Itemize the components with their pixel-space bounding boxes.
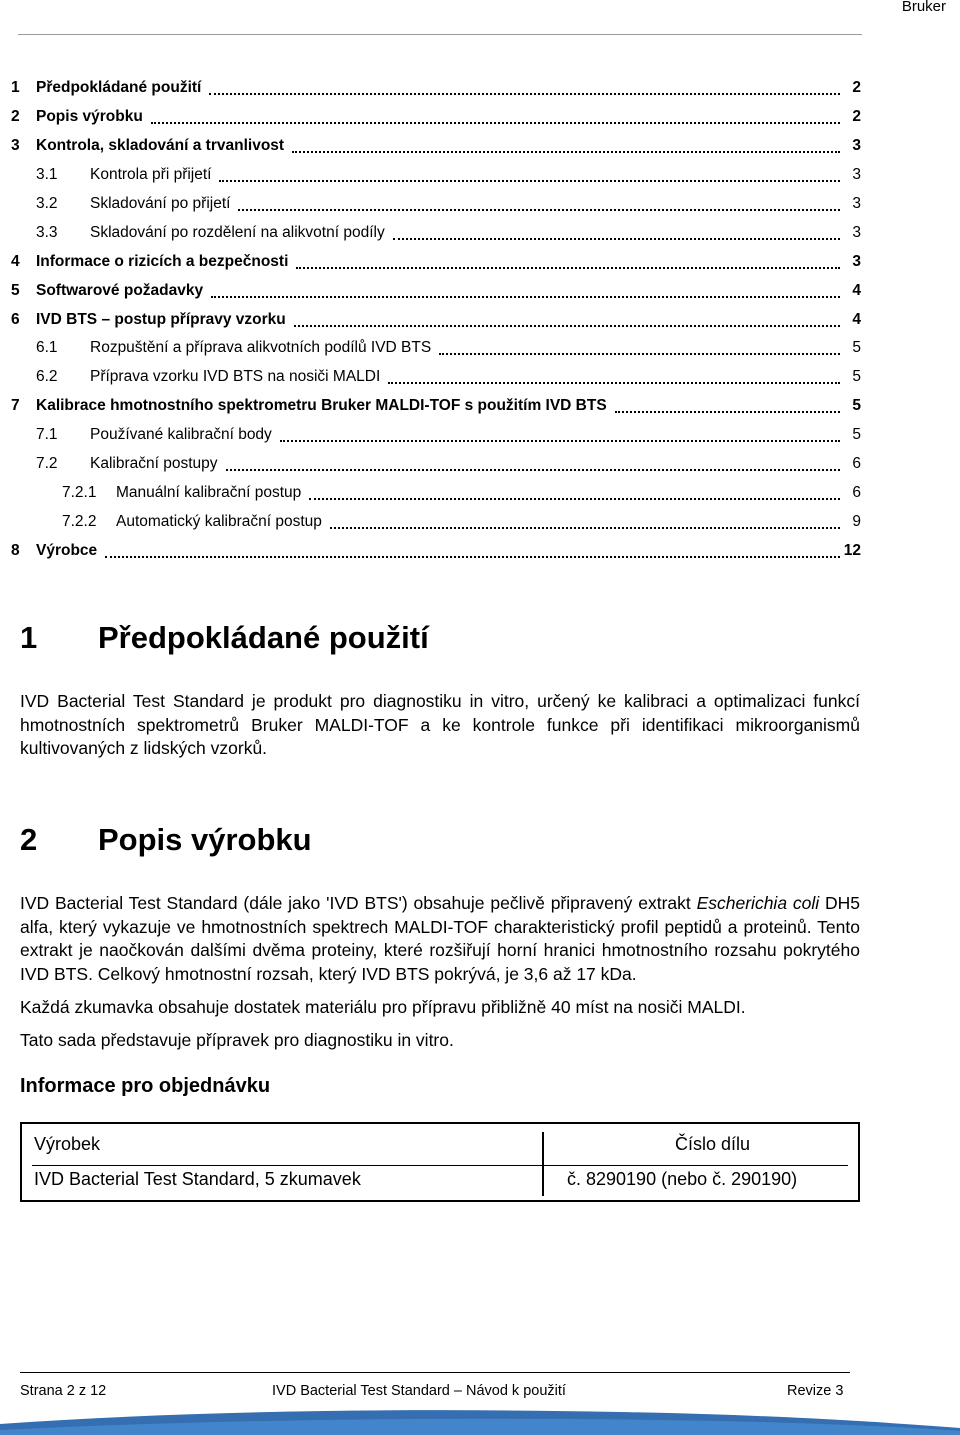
toc-entry-label: Skladování po přijetí [90, 195, 231, 212]
toc-entry-number: 7 [11, 397, 20, 415]
toc-entry-page: 3 [852, 223, 861, 241]
table-header-product: Výrobek [34, 1134, 101, 1154]
table-vertical-rule [542, 1132, 544, 1196]
para1-species: Escherichia coli [696, 893, 820, 913]
toc-entry-text [90, 339, 840, 357]
toc-entry[interactable] [0, 392, 960, 421]
toc-entry-page: 4 [852, 281, 861, 299]
toc-entry-page: 5 [852, 426, 861, 444]
toc-entry[interactable] [0, 536, 960, 565]
order-info-heading: Informace pro objednávku [20, 1075, 271, 1097]
toc-entry-number: 6 [11, 310, 20, 328]
toc-entry[interactable] [0, 218, 960, 247]
toc-entry-number: 3.3 [36, 223, 58, 241]
footer-wave-decoration [0, 1402, 960, 1435]
toc-entry-page: 6 [852, 455, 861, 473]
toc-entry-number: 6.2 [36, 368, 58, 386]
toc-entry[interactable] [0, 507, 960, 536]
toc-leader-dots [330, 517, 840, 529]
toc-entry-number: 8 [11, 541, 20, 559]
toc-entry-text [90, 426, 840, 444]
toc-entry-label: Kontrola při přijetí [90, 166, 212, 184]
toc-leader-dots [296, 257, 840, 269]
toc-entry-number: 3 [11, 137, 20, 155]
toc-entry-text [36, 137, 840, 155]
toc-entry[interactable] [0, 161, 960, 190]
toc-entry[interactable] [0, 478, 960, 507]
toc-leader-dots [615, 401, 840, 413]
toc-entry[interactable] [0, 132, 960, 161]
toc-entry-text [116, 513, 840, 531]
toc-entry-page: 5 [852, 397, 861, 415]
toc-entry-number: 7.2.2 [62, 512, 97, 530]
toc-entry-text [116, 484, 840, 502]
section-1-title: Předpokládané použití [98, 620, 429, 655]
toc-entry-label: IVD BTS – postup přípravy vzorku [36, 310, 286, 328]
toc-entry-text [90, 368, 840, 386]
toc-entry-label: Používané kalibrační body [90, 426, 272, 444]
toc-entry-label: Předpokládané použití [36, 79, 202, 97]
toc-entry-number: 7.2.1 [62, 483, 97, 501]
toc-entry-number: 3.2 [36, 195, 58, 212]
table-cell-product: IVD Bacterial Test Standard, 5 zkumavek [34, 1169, 361, 1189]
toc-entry[interactable] [0, 247, 960, 276]
toc-entry-page: 5 [852, 368, 861, 386]
toc-entry-text [36, 311, 840, 329]
section-2-paragraph-1 [20, 892, 860, 986]
toc-leader-dots [439, 343, 840, 355]
section-2-number: 2 [20, 822, 38, 857]
para1-part-b: DH5 alfa, který vykazuje ve hmotnostních spektrech MALDI-TOF charakteristický profil peptidů a proteinů. Tento extrakt je naočkován dalšími dvěma proteiny, které rozšiřují horní hranici hmotnostního rozsahu pokrytého IVD BTS. Celkový hmotnostní rozsah, který IVD BTS pokrývá, je 3,6 až 17 kDa. [20, 893, 861, 984]
toc-entry[interactable] [0, 421, 960, 450]
toc-entry-text [90, 195, 840, 213]
toc-entry-text [36, 108, 840, 126]
toc-entry-page: 3 [852, 137, 861, 155]
footer-title: IVD Bacterial Test Standard – Návod k použití [272, 1383, 566, 1399]
section-2-paragraph-2: Každá zkumavka obsahuje dostatek materiálu pro přípravu přibližně 40 míst na nosiči MALDI. [20, 997, 746, 1017]
toc-leader-dots [292, 141, 840, 153]
toc-entry-number: 1 [11, 79, 20, 97]
toc-entry-page: 9 [852, 512, 861, 530]
toc-entry-label: Rozpuštění a příprava alikvotních podílů IVD BTS [90, 339, 432, 357]
toc-entry-page: 4 [852, 310, 861, 328]
toc-entry-number: 2 [11, 108, 20, 126]
toc-entry[interactable] [0, 74, 960, 103]
toc-leader-dots [393, 228, 840, 240]
toc-entry[interactable] [0, 450, 960, 479]
toc-leader-dots [294, 315, 840, 327]
toc-entry-number: 6.1 [36, 339, 58, 357]
toc-entry-label: Výrobce [36, 541, 98, 559]
toc-entry-text [36, 542, 840, 560]
toc-entry-label: Automatický kalibrační postup [116, 512, 322, 530]
header-brand: Bruker [901, 0, 946, 15]
toc-entry-text [90, 455, 840, 473]
toc-leader-dots [238, 199, 840, 211]
toc-entry-label: Softwarové požadavky [36, 281, 204, 299]
toc-entry-number: 4 [11, 252, 20, 270]
toc-entry[interactable] [0, 190, 960, 219]
toc-leader-dots [209, 83, 840, 95]
toc-leader-dots [226, 459, 840, 471]
toc-leader-dots [105, 546, 840, 558]
toc-leader-dots [219, 170, 840, 182]
header-rule [18, 34, 862, 35]
toc-entry-label: Popis výrobku [36, 108, 143, 126]
toc-entry-text [36, 397, 840, 415]
toc-entry-page: 3 [852, 195, 861, 212]
section-2-title: Popis výrobku [98, 822, 312, 857]
toc-entry[interactable] [0, 305, 960, 334]
section-2-heading [20, 822, 312, 858]
toc-leader-dots [388, 372, 840, 384]
toc-entry-text [36, 282, 840, 300]
toc-entry-page: 5 [852, 339, 861, 357]
section-1-paragraph: IVD Bacterial Test Standard je produkt pro diagnostiku in vitro, určený ke kalibraci a optimalizaci funkcí hmotnostních spektrometrů Bruker MALDI-TOF a ke kontrole funkce při identifikaci mikroorganismů kultivovaných z lidských vzorků. [20, 691, 860, 759]
toc-entry-number: 7.1 [36, 426, 58, 444]
order-table [20, 1122, 860, 1202]
toc-entry[interactable] [0, 103, 960, 132]
toc-entry-page: 6 [852, 483, 861, 501]
toc-entry-page: 3 [852, 166, 861, 184]
toc-entry-number: 3.1 [36, 166, 58, 184]
table-of-contents [0, 74, 960, 565]
toc-entry-label: Informace o rizicích a bezpečnosti [36, 252, 289, 270]
toc-entry-label: Příprava vzorku IVD BTS na nosiči MALDI [90, 368, 381, 386]
toc-entry-number: 5 [11, 281, 20, 299]
toc-entry-page: 2 [852, 79, 861, 97]
toc-leader-dots [280, 430, 840, 442]
toc-entry[interactable] [0, 363, 960, 392]
toc-entry-text [90, 166, 840, 184]
toc-entry-label: Kontrola, skladování a trvanlivost [36, 137, 285, 155]
toc-entry-page: 3 [852, 252, 861, 270]
toc-leader-dots [309, 488, 840, 500]
toc-entry-page: 12 [843, 541, 861, 559]
toc-entry-label: Kalibrační postupy [90, 455, 218, 473]
toc-entry-label: Skladování po rozdělení na alikvotní podíly [90, 223, 385, 241]
toc-entry-text [36, 79, 840, 97]
footer-revision: Revize 3 [787, 1383, 844, 1399]
toc-leader-dots [151, 112, 840, 124]
toc-entry-number: 7.2 [36, 455, 58, 473]
toc-entry-text [90, 224, 840, 242]
section-1-number: 1 [20, 620, 38, 655]
footer-page: Strana 2 z 12 [20, 1383, 107, 1399]
toc-entry-label: Kalibrace hmotnostního spektrometru Bruker MALDI-TOF s použitím IVD BTS [36, 397, 607, 415]
toc-entry-page: 2 [852, 108, 861, 126]
table-horizontal-rule [32, 1165, 848, 1166]
toc-entry-text [36, 253, 840, 271]
table-header-part-number: Číslo dílu [674, 1134, 750, 1154]
toc-entry[interactable] [0, 276, 960, 305]
toc-entry[interactable] [0, 334, 960, 363]
toc-entry-label: Manuální kalibrační postup [116, 483, 302, 501]
toc-leader-dots [211, 286, 840, 298]
section-1-heading [20, 620, 429, 656]
table-cell-part-number: č. 8290190 (nebo č. 290190) [567, 1169, 798, 1189]
footer-rule [20, 1372, 850, 1373]
section-2-paragraph-3: Tato sada představuje přípravek pro diagnostiku in vitro. [20, 1030, 454, 1050]
para1-part-a: IVD Bacterial Test Standard (dále jako 'IVD BTS') obsahuje pečlivě připravený extrakt [20, 893, 697, 913]
